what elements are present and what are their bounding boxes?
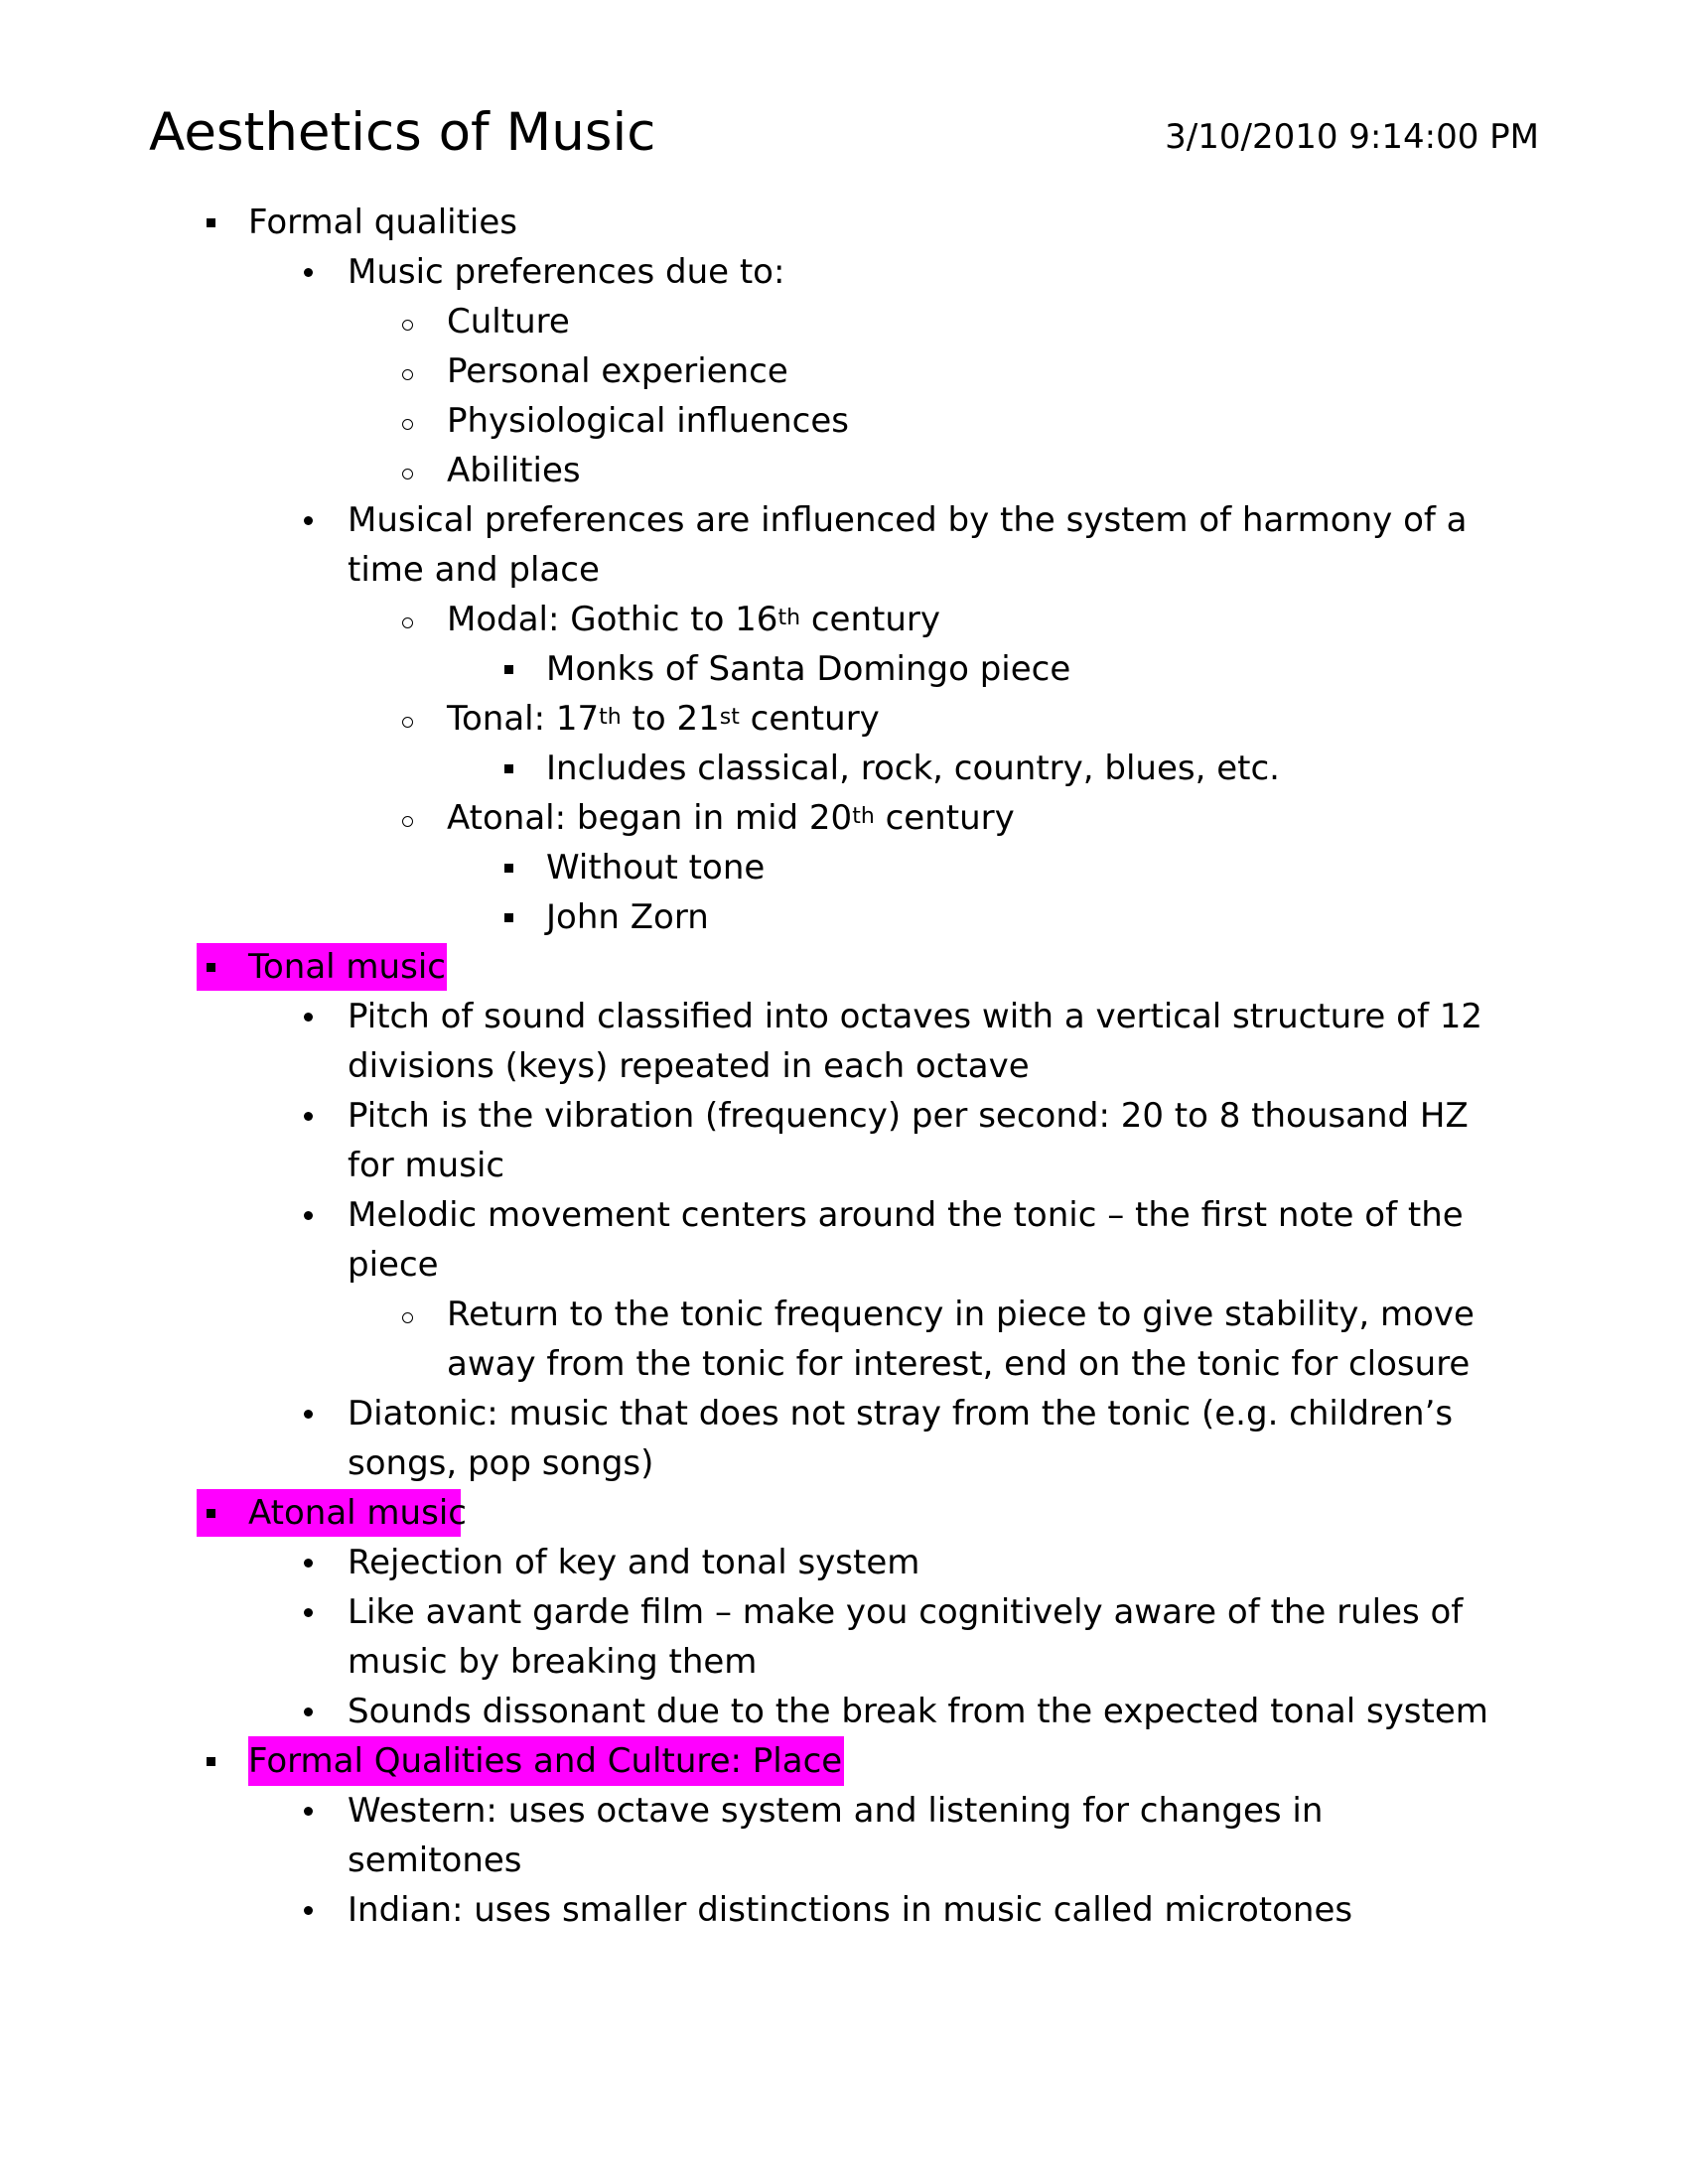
outline-item-diatonic xyxy=(0,1389,1688,1438)
outline-item-pitch-octaves xyxy=(0,992,1688,1041)
document-timestamp: 3/10/2010 9:14:00 PM xyxy=(1165,117,1539,157)
outline-text: Like avant garde film – make you cognitively aware of the rules of xyxy=(348,1592,1464,1632)
outline-continuation xyxy=(0,1637,1688,1687)
circle-bullet-icon xyxy=(397,1290,417,1339)
outline-text: piece xyxy=(348,1245,439,1285)
square-bullet-icon xyxy=(498,644,518,694)
square-bullet-icon xyxy=(498,892,518,942)
outline-item-dissonant xyxy=(0,1687,1688,1736)
square-bullet-icon xyxy=(201,1488,220,1538)
outline-text: songs, pop songs) xyxy=(348,1443,654,1483)
outline-item-includes xyxy=(0,744,1688,793)
square-bullet-icon xyxy=(498,843,518,892)
outline-text: Culture xyxy=(447,302,570,341)
outline-item-personal-experience xyxy=(0,346,1688,396)
outline-item-physiological xyxy=(0,396,1688,446)
notes-outline xyxy=(0,198,1688,1935)
outline-item-return-tonic xyxy=(0,1290,1688,1339)
outline-item-rejection xyxy=(0,1538,1688,1587)
dot-bullet-icon xyxy=(298,1190,318,1240)
outline-text: Personal experience xyxy=(447,351,788,391)
dot-bullet-icon xyxy=(298,1091,318,1141)
outline-text: Modal: Gothic to 16th century xyxy=(447,600,940,639)
outline-continuation xyxy=(0,1836,1688,1885)
outline-item-modal xyxy=(0,595,1688,644)
outline-item-melodic xyxy=(0,1190,1688,1240)
dot-bullet-icon xyxy=(298,1885,318,1935)
circle-bullet-icon xyxy=(397,396,417,446)
outline-label: Tonal music xyxy=(248,947,446,987)
outline-text: music by breaking them xyxy=(348,1642,758,1682)
outline-text: for music xyxy=(348,1146,505,1185)
outline-continuation xyxy=(0,1438,1688,1488)
outline-text: Western: uses octave system and listening for changes in xyxy=(348,1791,1324,1831)
outline-text: semitones xyxy=(348,1841,522,1880)
outline-item-monks xyxy=(0,644,1688,694)
outline-item-formal-qualities xyxy=(0,198,1688,247)
outline-text: John Zorn xyxy=(546,897,709,937)
outline-item-john-zorn xyxy=(0,892,1688,942)
outline-continuation xyxy=(0,1339,1688,1389)
outline-item-culture xyxy=(0,297,1688,346)
outline-item-pitch-vibration xyxy=(0,1091,1688,1141)
circle-bullet-icon xyxy=(397,297,417,346)
outline-text: divisions (keys) repeated in each octave xyxy=(348,1046,1030,1086)
document-header xyxy=(149,97,1539,177)
circle-bullet-icon xyxy=(397,694,417,744)
dot-bullet-icon xyxy=(298,247,318,297)
outline-item-atonal xyxy=(0,793,1688,843)
outline-item-harmony xyxy=(0,495,1688,545)
outline-continuation xyxy=(0,545,1688,595)
outline-item-western xyxy=(0,1786,1688,1836)
outline-text: Melodic movement centers around the tonic – the first note of the xyxy=(348,1195,1464,1235)
square-bullet-icon xyxy=(201,942,220,992)
outline-item-abilities xyxy=(0,446,1688,495)
outline-continuation xyxy=(0,1240,1688,1290)
outline-item-culture-place xyxy=(0,1736,1688,1786)
outline-text: Musical preferences are influenced by the system of harmony of a xyxy=(348,500,1468,540)
outline-item-without-tone xyxy=(0,843,1688,892)
dot-bullet-icon xyxy=(298,1538,318,1587)
outline-item-atonal-music xyxy=(0,1488,1688,1538)
outline-text: Indian: uses smaller distinctions in music called microtones xyxy=(348,1890,1353,1930)
square-bullet-icon xyxy=(201,1736,220,1786)
document-title: Aesthetics of Music xyxy=(149,102,656,163)
outline-text: time and place xyxy=(348,550,600,590)
circle-bullet-icon xyxy=(397,595,417,644)
outline-text: Monks of Santa Domingo piece xyxy=(546,649,1071,689)
square-bullet-icon xyxy=(201,198,220,247)
dot-bullet-icon xyxy=(298,495,318,545)
outline-item-avant-garde xyxy=(0,1587,1688,1637)
outline-text: Diatonic: music that does not stray from the tonic (e.g. children’s xyxy=(348,1394,1454,1433)
dot-bullet-icon xyxy=(298,1786,318,1836)
outline-item-tonal xyxy=(0,694,1688,744)
outline-label: Formal qualities xyxy=(248,203,518,242)
outline-text: Physiological influences xyxy=(447,401,849,441)
outline-text: Includes classical, rock, country, blues, etc. xyxy=(546,749,1280,788)
outline-text: Tonal: 17th to 21st century xyxy=(447,699,880,739)
outline-text: Atonal: began in mid 20th century xyxy=(447,798,1015,838)
outline-item-indian xyxy=(0,1885,1688,1935)
dot-bullet-icon xyxy=(298,1587,318,1637)
circle-bullet-icon xyxy=(397,346,417,396)
outline-item-tonal-music xyxy=(0,942,1688,992)
dot-bullet-icon xyxy=(298,1389,318,1438)
outline-text: Without tone xyxy=(546,848,766,887)
square-bullet-icon xyxy=(498,744,518,793)
outline-text: Sounds dissonant due to the break from the expected tonal system xyxy=(348,1692,1488,1731)
outline-text: Abilities xyxy=(447,451,581,490)
outline-text: Pitch is the vibration (frequency) per second: 20 to 8 thousand HZ xyxy=(348,1096,1469,1136)
circle-bullet-icon xyxy=(397,446,417,495)
outline-text: away from the tonic for interest, end on the tonic for closure xyxy=(447,1344,1471,1384)
outline-label: Atonal music xyxy=(248,1493,467,1533)
outline-text: Music preferences due to: xyxy=(348,252,785,292)
dot-bullet-icon xyxy=(298,1687,318,1736)
dot-bullet-icon xyxy=(298,992,318,1041)
outline-continuation xyxy=(0,1141,1688,1190)
outline-text: Return to the tonic frequency in piece to give stability, move xyxy=(447,1295,1475,1334)
outline-continuation xyxy=(0,1041,1688,1091)
outline-text: Pitch of sound classified into octaves with a vertical structure of 12 xyxy=(348,997,1483,1036)
circle-bullet-icon xyxy=(397,793,417,843)
outline-item-preferences-due-to xyxy=(0,247,1688,297)
outline-text: Rejection of key and tonal system xyxy=(348,1543,920,1582)
outline-label: Formal Qualities and Culture: Place xyxy=(248,1736,844,1786)
